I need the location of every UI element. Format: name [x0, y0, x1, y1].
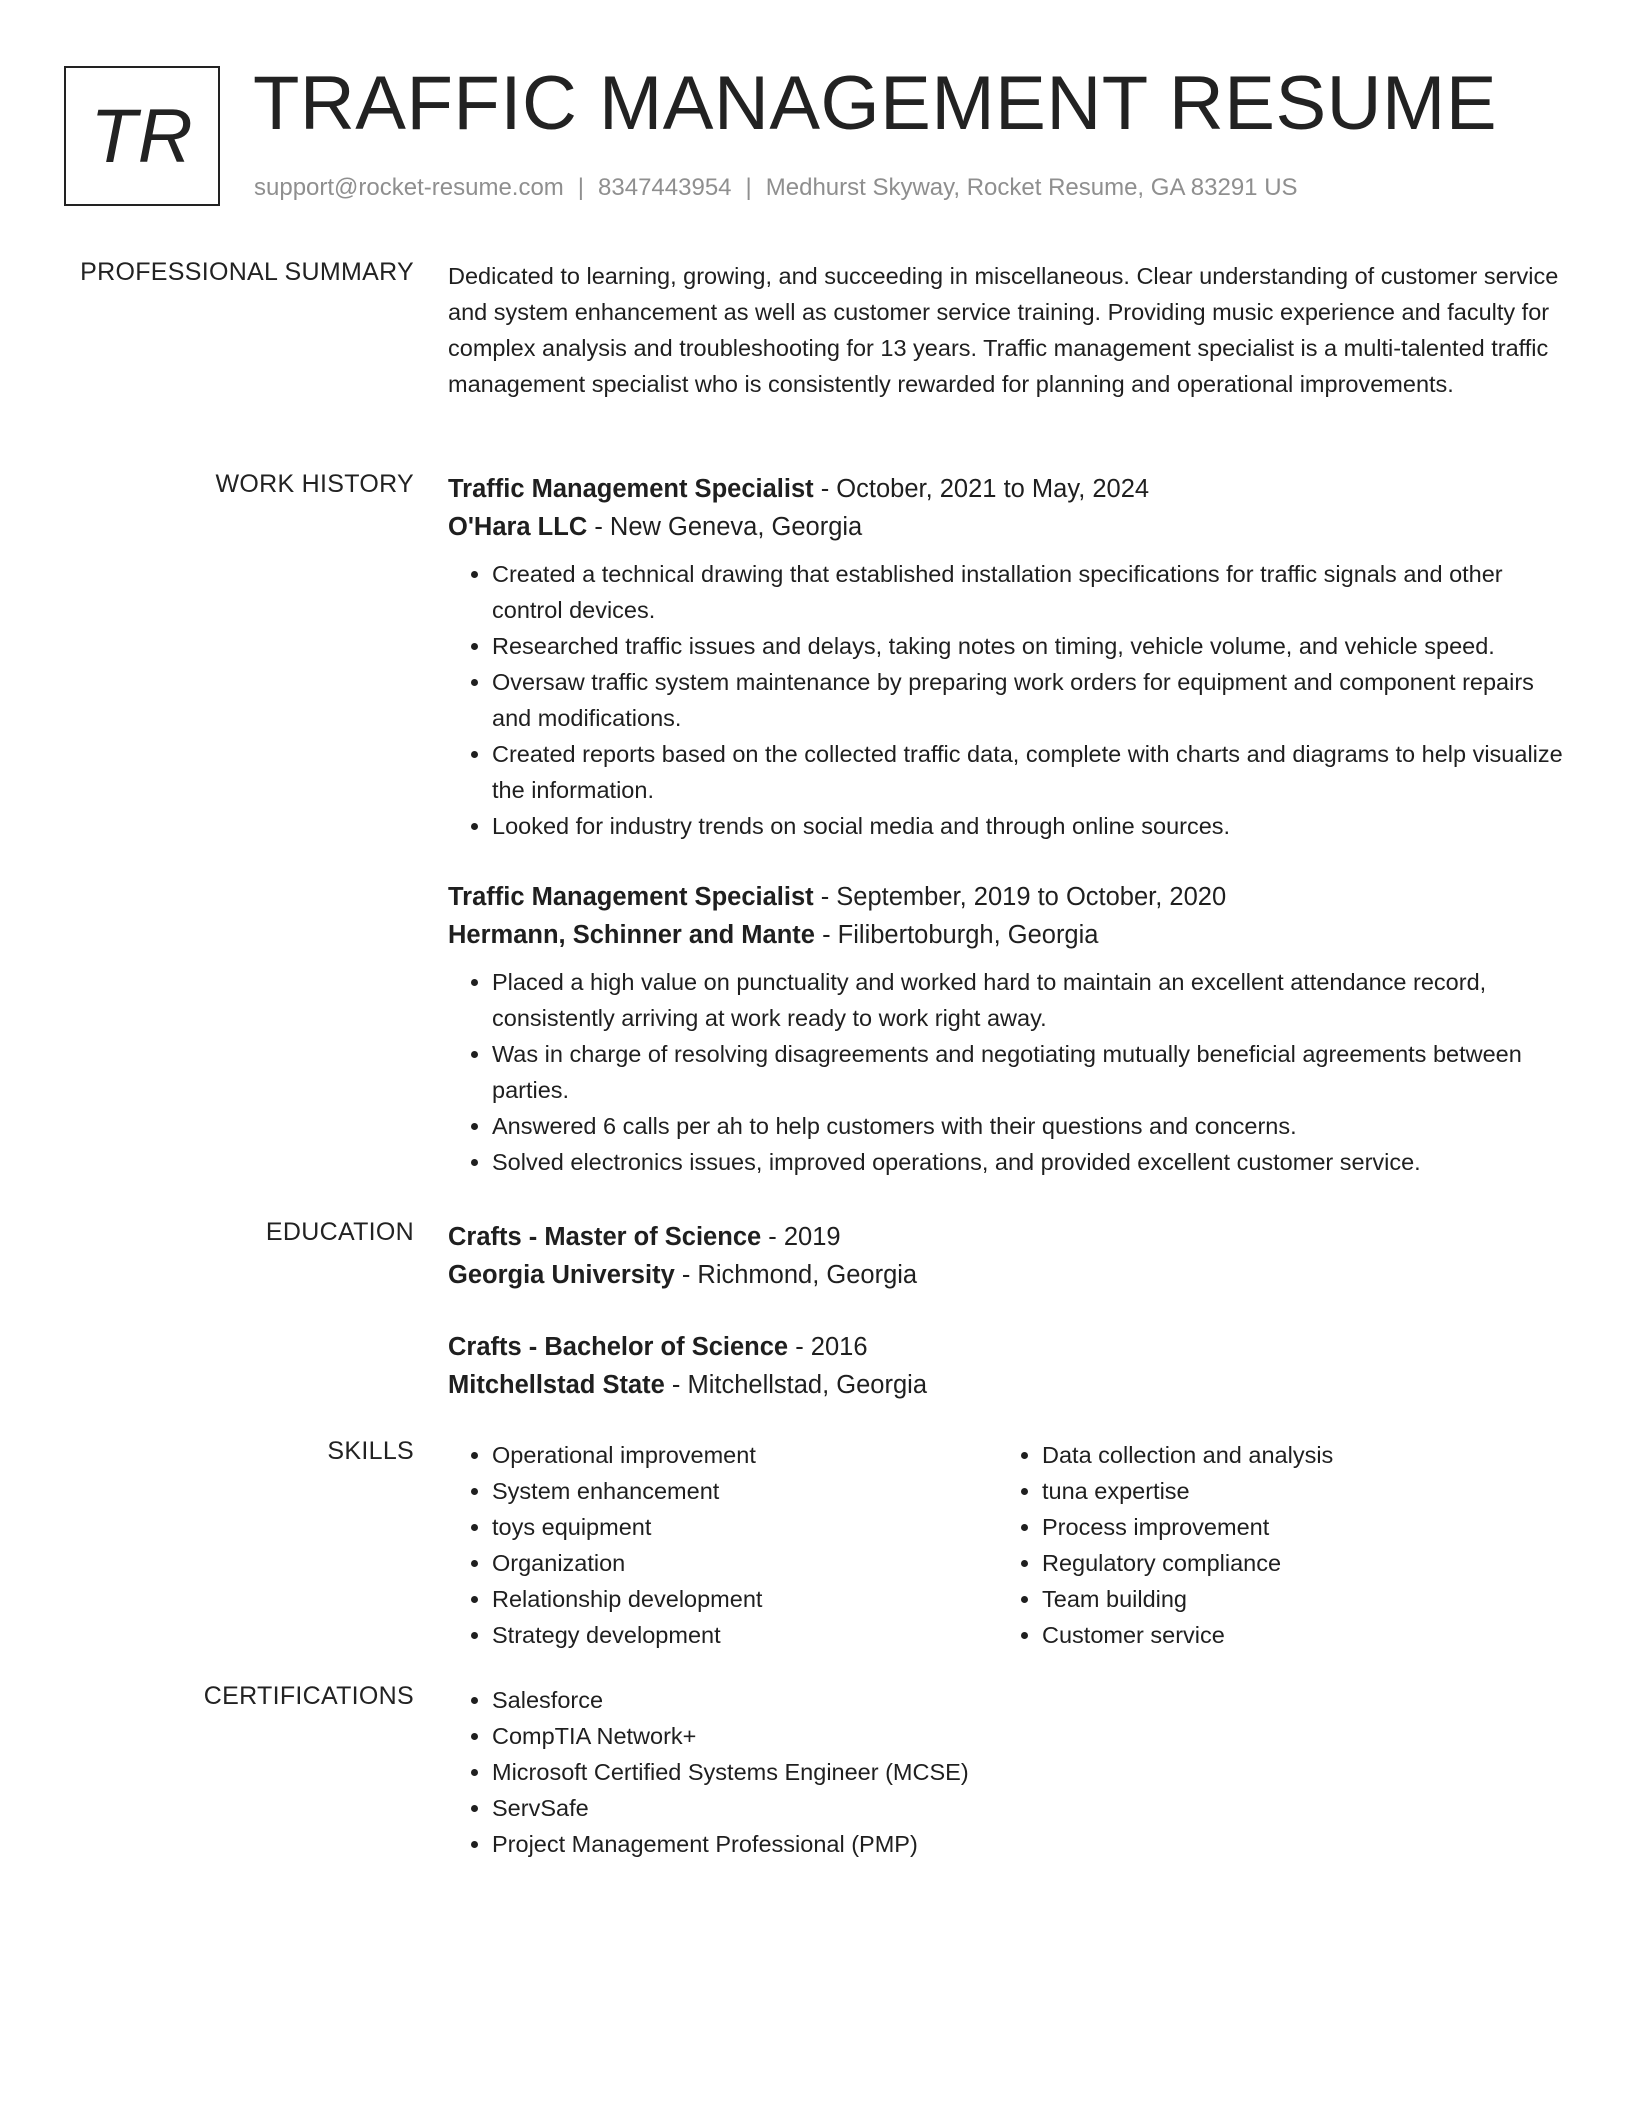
list-item: • Operational improvement: [492, 1437, 998, 1473]
job-entry: [448, 878, 1568, 1180]
education-degree-line: [448, 1218, 1568, 1256]
list-item: • Relationship development: [492, 1581, 998, 1617]
skills-columns: [448, 1437, 1568, 1653]
education-year: - 2016: [788, 1333, 868, 1361]
education-school: Georgia University: [448, 1261, 675, 1289]
education-location: - Mitchellstad, Georgia: [664, 1371, 927, 1399]
education-heading: EDUCATION: [265, 1218, 414, 1246]
resume-header: [64, 61, 1564, 210]
contact-phone: 8347443954: [598, 174, 732, 201]
education-school: Mitchellstad State: [448, 1371, 665, 1399]
job-dates: - October, 2021 to May, 2024: [813, 475, 1150, 503]
education-body: [448, 1218, 1568, 1438]
job-bullets: [448, 556, 1568, 844]
monogram-box: [64, 66, 220, 206]
summary-heading: PROFESSIONAL SUMMARY: [80, 258, 414, 286]
list-item: • Answered 6 calls per ah to help customers with their questions and concerns.: [492, 1108, 1568, 1144]
list-item: • Looked for industry trends on social media and through online sources.: [492, 808, 1568, 844]
job-title: Traffic Management Specialist: [448, 883, 814, 911]
education-degree-line: [448, 1328, 1568, 1366]
education-degree: Crafts - Bachelor of Science: [448, 1333, 789, 1361]
job-company-line: [448, 508, 1568, 546]
education-school-line: [448, 1366, 1568, 1404]
job-company: Hermann, Schinner and Mante: [448, 921, 815, 949]
list-item: • Strategy development: [492, 1617, 998, 1653]
resume-title: TRAFFIC MANAGEMENT RESUME: [253, 61, 1498, 146]
contact-separator: |: [745, 174, 752, 201]
job-dates: - September, 2019 to October, 2020: [813, 883, 1227, 911]
skills-body: [448, 1437, 1568, 1653]
contact-email: support@rocket-resume.com: [254, 174, 564, 201]
education-location: - Richmond, Georgia: [674, 1261, 918, 1289]
work-history-heading: WORK HISTORY: [215, 470, 414, 498]
job-bullets: [448, 964, 1568, 1180]
job-location: - New Geneva, Georgia: [587, 513, 863, 541]
job-location: - Filibertoburgh, Georgia: [815, 921, 1099, 949]
list-item: • Process improvement: [1042, 1509, 1548, 1545]
work-history-body: [448, 470, 1568, 1214]
monogram-initials: TR: [90, 93, 194, 179]
list-item: • Oversaw traffic system maintenance by preparing work orders for equipment and component repairs and modifications.: [492, 664, 1568, 736]
list-item: • Team building: [1042, 1581, 1548, 1617]
list-item: • Was in charge of resolving disagreements and negotiating mutually beneficial agreements between parties.: [492, 1036, 1568, 1108]
certifications-body: [448, 1682, 1568, 1862]
list-item: • CompTIA Network+: [492, 1718, 1568, 1754]
list-item: • Project Management Professional (PMP): [492, 1826, 1568, 1862]
job-entry: [448, 470, 1568, 844]
contact-line: [254, 174, 1298, 202]
skills-list-left: [448, 1437, 998, 1653]
contact-address: Medhurst Skyway, Rocket Resume, GA 83291 US: [765, 174, 1298, 201]
skills-heading: SKILLS: [327, 1437, 414, 1465]
contact-separator: |: [577, 174, 585, 201]
job-company-line: [448, 916, 1568, 954]
job-title-line: [448, 470, 1568, 508]
job-title-line: [448, 878, 1568, 916]
list-item: • ServSafe: [492, 1790, 1568, 1826]
list-item: • Created reports based on the collected traffic data, complete with charts and diagrams to help visualize the information.: [492, 736, 1568, 808]
skills-list-right: [998, 1437, 1548, 1653]
job-title: Traffic Management Specialist: [448, 475, 814, 503]
education-school-line: [448, 1256, 1568, 1294]
list-item: • Regulatory compliance: [1042, 1545, 1548, 1581]
certifications-heading: CERTIFICATIONS: [203, 1682, 414, 1710]
education-year: - 2019: [761, 1223, 841, 1251]
list-item: • Organization: [492, 1545, 998, 1581]
list-item: • Placed a high value on punctuality and worked hard to maintain an excellent attendance record, consistently arriving at work ready to work right away.: [492, 964, 1568, 1036]
list-item: • Created a technical drawing that established installation specifications for traffic signals and other control devices.: [492, 556, 1568, 628]
job-company: O'Hara LLC: [448, 513, 588, 541]
education-entry: [448, 1328, 1568, 1404]
list-item: • Microsoft Certified Systems Engineer (MCSE): [492, 1754, 1568, 1790]
summary-text: Dedicated to learning, growing, and succeeding in miscellaneous. Clear understanding of customer service and system enhancement as well as customer service training. Providing music experience and faculty for complex analysis and troubleshooting for 13 years. Traffic management specialist is a multi-talented traffic management specialist who is consistently rewarded for planning and operational improvements.: [448, 263, 1559, 397]
education-entry: [448, 1218, 1568, 1294]
list-item: • toys equipment: [492, 1509, 998, 1545]
list-item: • Researched traffic issues and delays, taking notes on timing, vehicle volume, and vehicle speed.: [492, 628, 1568, 664]
list-item: • Customer service: [1042, 1617, 1548, 1653]
list-item: • tuna expertise: [1042, 1473, 1548, 1509]
education-degree: Crafts - Master of Science: [448, 1223, 762, 1251]
certifications-list: [448, 1682, 1568, 1862]
list-item: • Salesforce: [492, 1682, 1568, 1718]
list-item: • Solved electronics issues, improved operations, and provided excellent customer service.: [492, 1144, 1568, 1180]
list-item: • System enhancement: [492, 1473, 998, 1509]
summary-body: [448, 258, 1568, 402]
list-item: • Data collection and analysis: [1042, 1437, 1548, 1473]
